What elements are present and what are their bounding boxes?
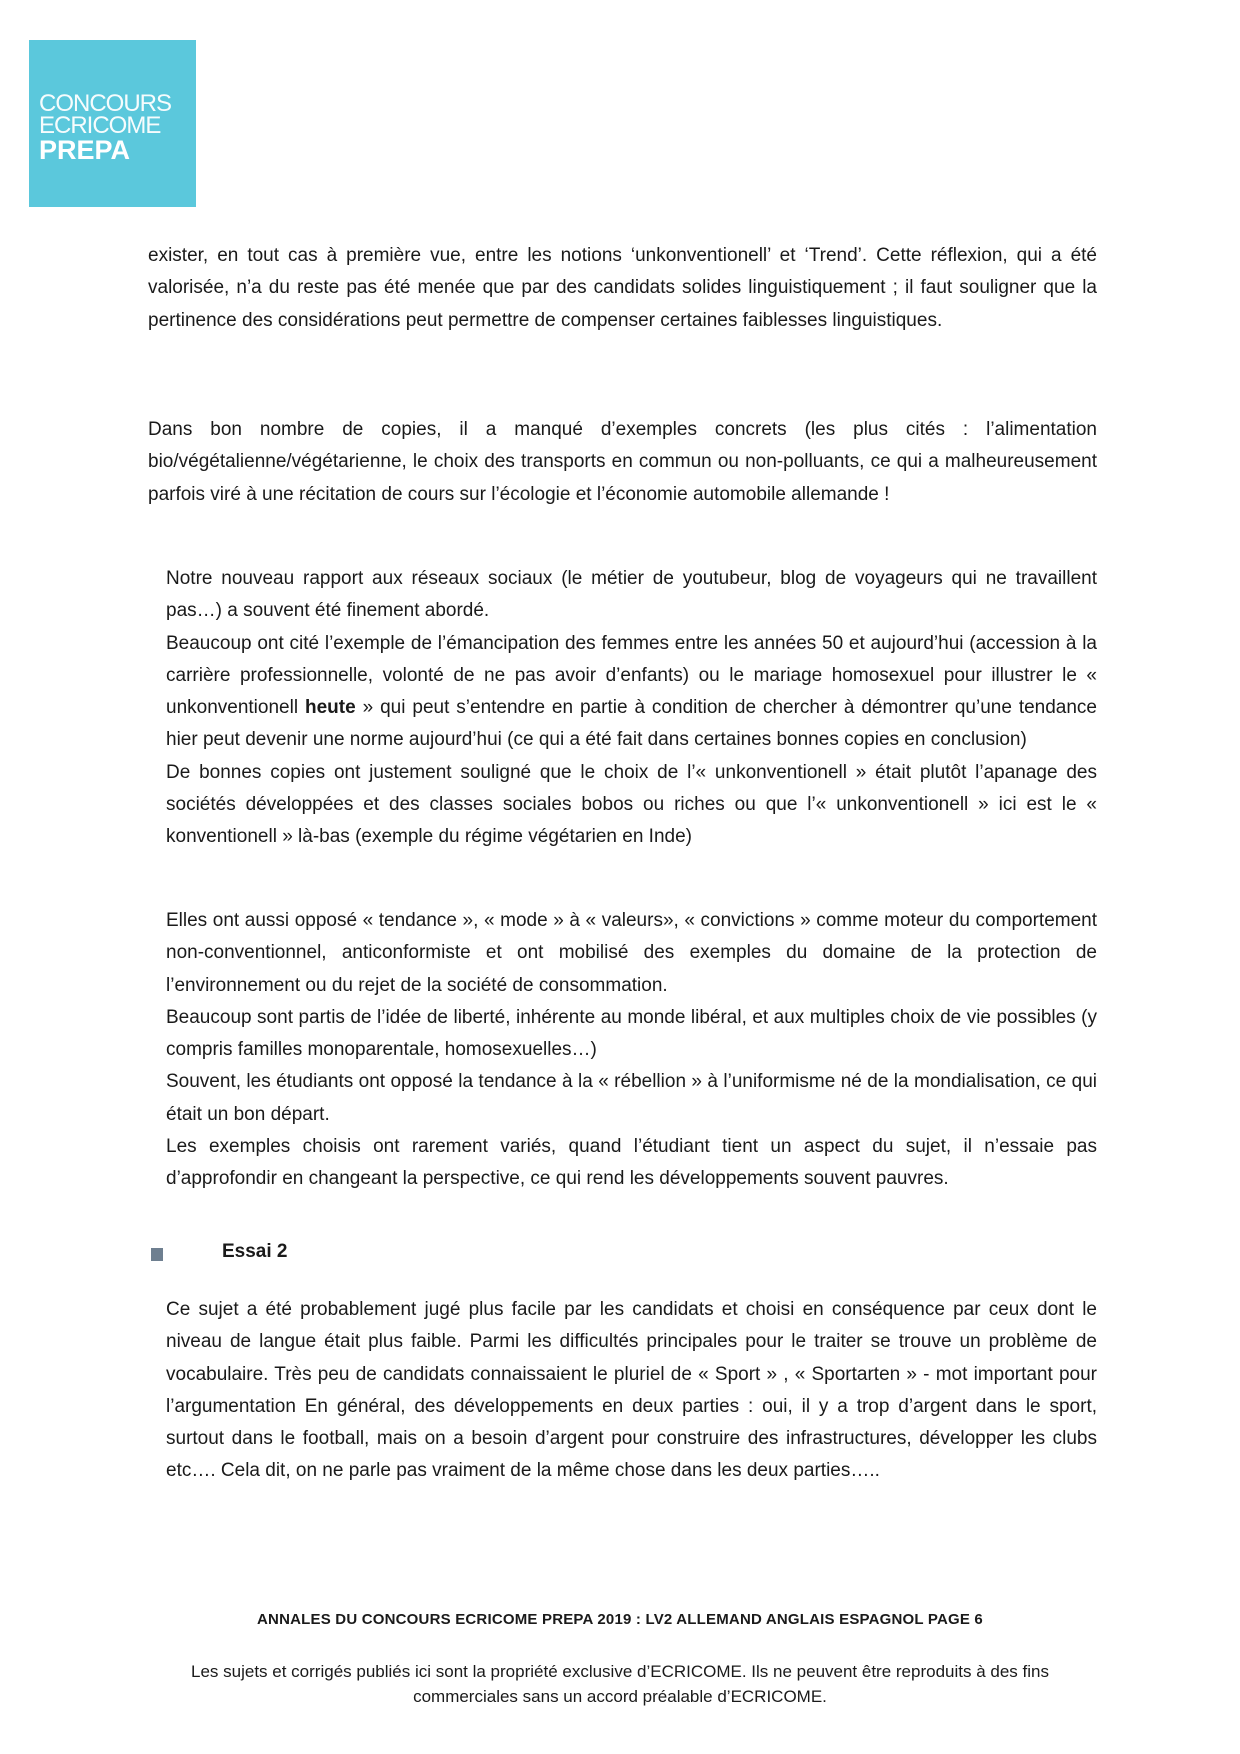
paragraph-block-social [166,563,1097,854]
text-opposed: Elles ont aussi opposé « tendance », « mode » à « valeurs», « convictions » comme moteur du comportement non-conventionnel, anticonformiste et ont mobilisé des exemples du domaine de la protection de l’environnement ou du rejet de la société de consommation. [166,910,1097,996]
text-social-networks: Notre nouveau rapport aux réseaux sociaux (le métier de youtubeur, blog de voyageurs qui ne travaillent pas…) a souvent été finement abordé. [166,568,1097,622]
text-emancipation-before: Beaucoup ont cité l’exemple de l’émancipation des femmes entre les années 50 et aujourd’hui (accession à la carrière professionnelle, volonté de ne pas avoir d’enfants) ou le mariage homosexuel pour illustrer le « unkonventionell [166,632,1097,719]
text-emancipation [166,628,1097,757]
paragraph-essai2: Ce sujet a été probablement jugé plus facile par les candidats et choisi en conséquence par ceux dont le niveau de langue était plus faible. Parmi les difficultés principales pour le traiter se trouve un problème de vocabulaire. Très peu de candidats connaissaient le pluriel de « Sport » , « Sportarten » - mot important pour l’argumentation En général, des développements en deux parties : oui, il y a trop d’argent dans le sport, surtout dans le football, mais on a besoin d’argent pour construire des infrastructures, développer les clubs etc…. Cela dit, on ne parle pas vraiment de la même chose dans les deux parties….. [166,1299,1097,1482]
logo-line-ecricome: ECRICOME [39,112,161,139]
ecricome-logo [29,40,196,207]
text-freedom: Beaucoup sont partis de l’idée de liberté, inhérente au monde libéral, et aux multiples choix de vie possibles (y compris familles monoparentale, homosexuelles…) [166,1006,1097,1061]
text-examples-poor: Les exemples choisis ont rarement variés, quand l’étudiant tient un aspect du sujet, il n’essaie pas d’approfondir en changeant la perspective, ce qui rend les développements souvent pauvres. [166,1136,1097,1190]
paragraph-examples: Dans bon nombre de copies, il a manqué d’exemples concrets (les plus cités : l’alimentation bio/végétalienne/végétarienne, le choix des transports en commun ou non-polluants, ce qui a malheureusement parfois viré à une récitation de cours sur l’écologie et l’économie automobile allemande ! [148,419,1097,505]
text-good-copies: De bonnes copies ont justement souligné que le choix de l’« unkonventionell » était plutôt l’apanage des sociétés développées et des classes sociales bobos ou riches ou que l’« unkonventionell » ici est le « konventionell » là-bas (exemple du régime végétarien en Inde) [166,761,1097,848]
paragraph-block-values [166,905,1097,1196]
text-emancipation-bold: heute [304,697,356,719]
logo-line-concours: CONCOURS [39,90,172,117]
paragraph-reflection: exister, en tout cas à première vue, entre les notions ‘unkonventionell’ et ‘Trend’. Cette réflexion, qui a été valorisée, n’a du reste pas été menée que par des candidats solides linguistiquement ; il faut souligner que la pertinence des considérations peut permettre de compenser certaines faiblesses linguistiques. [148,245,1097,331]
footer-copyright-note: Les sujets et corrigés publiés ici sont la propriété exclusive d’ECRICOME. Ils ne peuvent être reproduits à des fins commerciales sans un accord préalable d’ECRICOME. [191,1662,1049,1706]
essai2-title: Essai 2 [222,1241,288,1262]
square-bullet-icon [151,1248,163,1261]
footer-title: ANNALES DU CONCOURS ECRICOME PREPA 2019 : LV2 ALLEMAND ANGLAIS ESPAGNOL PAGE 6 [257,1611,983,1628]
logo-line-prepa: PREPA [39,135,131,165]
text-rebellion: Souvent, les étudiants ont opposé la tendance à la « rébellion » à l’uniformisme né de la mondialisation, ce qui était un bon départ. [166,1071,1097,1125]
text-emancipation-after: » qui peut s’entendre en partie à condition de chercher à démontrer qu’une tendance hier peut devenir une norme aujourd’hui (ce qui a été fait dans certaines bonnes copies en conclusion) [166,697,1097,751]
